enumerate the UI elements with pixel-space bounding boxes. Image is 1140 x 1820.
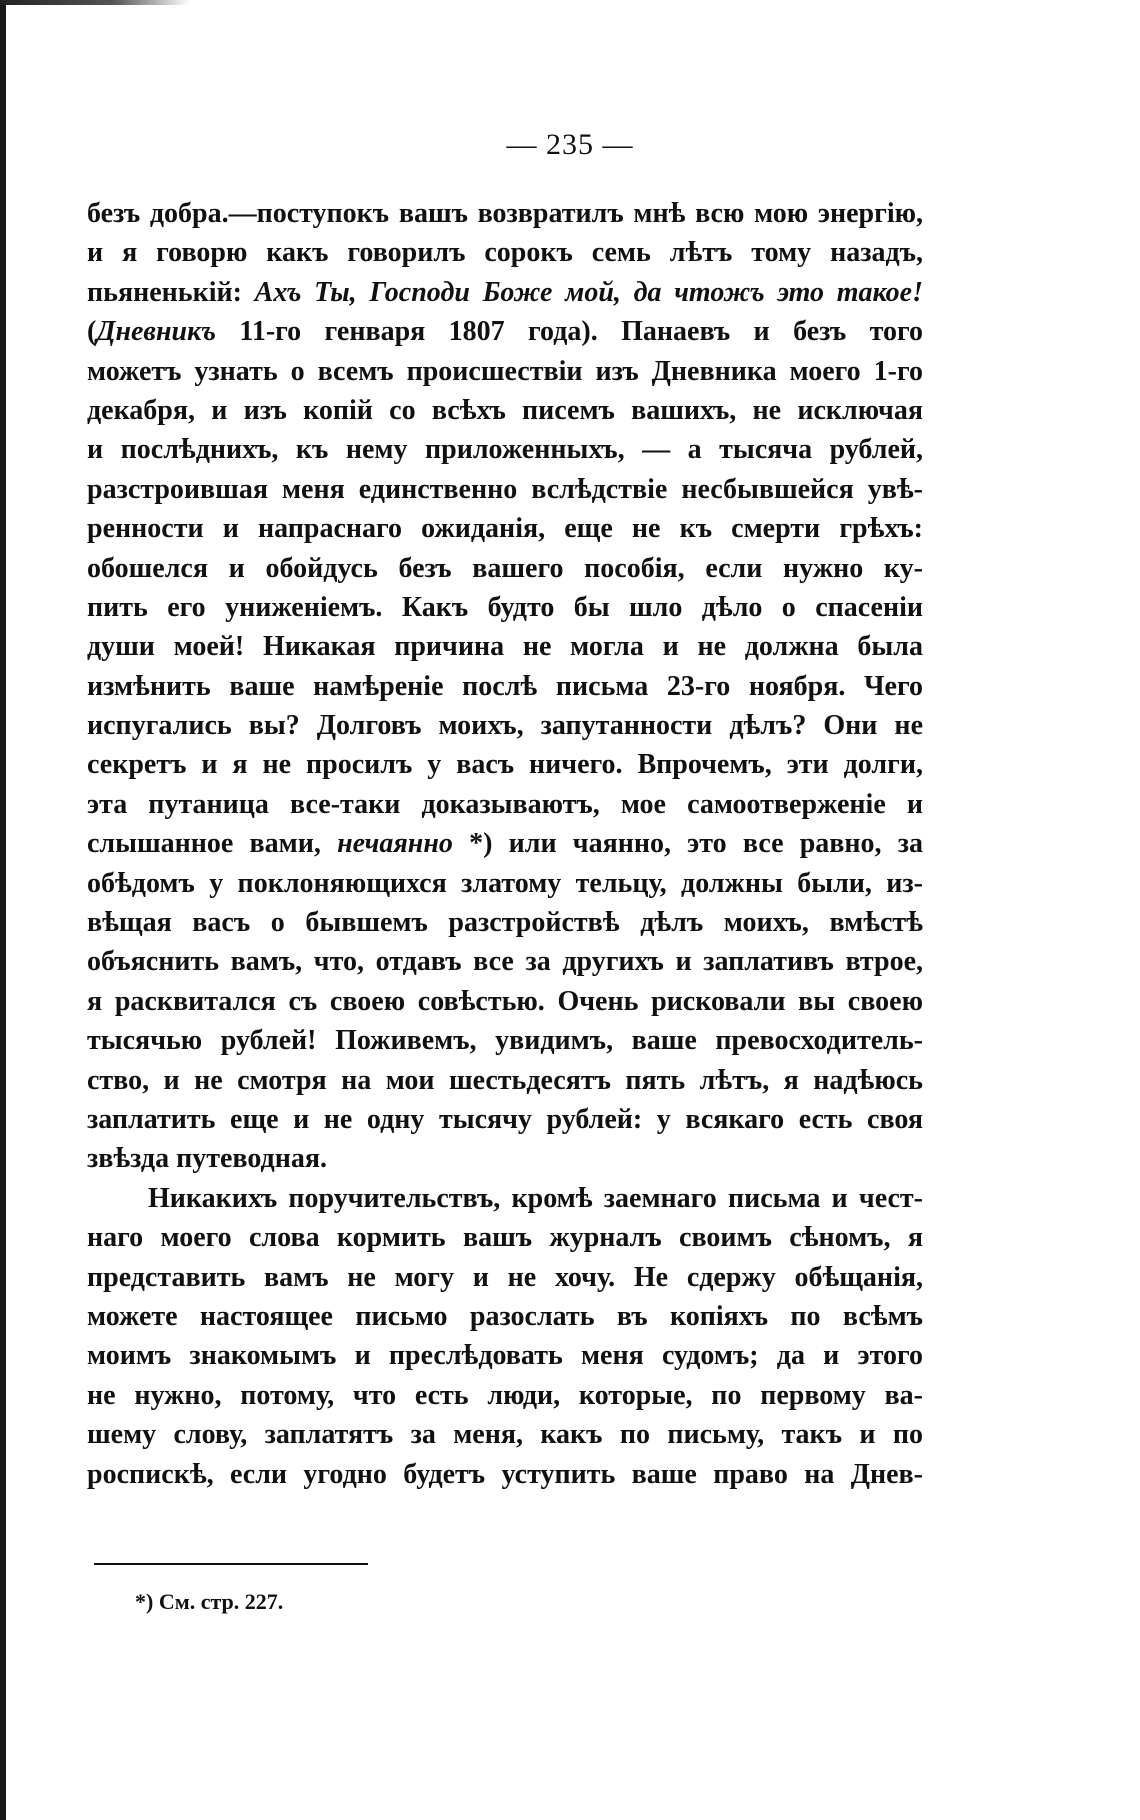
main-text [87, 194, 923, 1494]
italic-word: нечаянно [337, 828, 453, 860]
text-line: роспискѣ, если угодно будетъ уступить ваше право на Днев- [87, 1458, 923, 1490]
text-line: объяснить вамъ, что, отдавъ все за другихъ и заплативъ втрое, [87, 946, 923, 978]
text-line: испугались вы? Долговъ моихъ, запутанности дѣлъ? Они не [87, 710, 923, 742]
footnote: *) См. стр. 227. [135, 1589, 284, 1614]
text-line: я расквитался съ своею совѣстью. Очень рисковали вы своею [87, 985, 923, 1017]
text-line: разстроившая меня единственно вслѣдствіе несбывшейся увѣ- [87, 473, 923, 505]
text-line: безъ добра.—поступокъ вашъ возвратилъ мнѣ всю мою энергію, [87, 198, 923, 229]
text-line: пить его униженіемъ. Какъ будто бы шло дѣло о спасеніи [87, 591, 923, 623]
text-run: слышанное вами, [87, 828, 338, 860]
text-line [87, 824, 923, 863]
text-line: вѣщая васъ о бывшемъ разстройствѣ дѣлъ моихъ, вмѣстѣ [87, 907, 923, 939]
text-run: 11-го генваря 1807 года). Панаевъ и безъ того [216, 316, 923, 348]
text-line: не нужно, потому, что есть люди, которые, по первому ва- [87, 1379, 923, 1411]
text-line: ренности и напраснаго ожиданія, еще не къ смерти грѣхъ: [87, 513, 923, 545]
text-line: можетъ узнать о всемъ происшествіи изъ Дневника моего 1-го [87, 355, 923, 387]
text-line: ство, и не смотря на мои шестьдесятъ пять лѣтъ, я надѣюсь [87, 1064, 923, 1096]
text-line: измѣнить ваше намѣреніе послѣ письма 23-го ноября. Чего [87, 670, 923, 702]
text-line: и я говорю какъ говорилъ сорокъ семь лѣтъ тому назадъ, [87, 237, 923, 269]
text-run: ( [87, 316, 97, 348]
text-line: декабря, и изъ копій со всѣхъ писемъ вашихъ, не исключая [87, 394, 923, 426]
italic-quote: Ахъ Ты, Господи Боже мой, да чтожъ это такое! [254, 276, 923, 308]
text-line: секретъ и я не просилъ у васъ ничего. Впрочемъ, эти долги, [87, 749, 923, 781]
text-line: наго моего слова кормить вашъ журналъ своимъ сѣномъ, я [87, 1222, 923, 1254]
text-line: шему слову, заплатятъ за меня, какъ по письму, такъ и по [87, 1419, 923, 1451]
text-line: тысячью рублей! Поживемъ, увидимъ, ваше превосходитель- [87, 1025, 923, 1057]
page-left-edge-shadow [0, 0, 6, 1820]
text-line: моимъ знакомымъ и преслѣдовать меня судомъ; да и этого [87, 1340, 923, 1372]
text-line-paragraph-start: Никакихъ поручительствъ, кромѣ заемнаго письма и чест- [148, 1182, 923, 1214]
italic-reference: Дневникъ [96, 316, 216, 348]
text-line: эта путаница все-таки доказываютъ, мое самоотверженіе и [87, 788, 923, 820]
text-run: пьяненькій: [87, 276, 255, 308]
text-line: и послѣднихъ, къ нему приложенныхъ, — а тысяча рублей, [87, 434, 923, 466]
text-line: можете настоящее письмо разослать въ копіяхъ по всѣмъ [87, 1300, 923, 1332]
text-run: *) или чаянно, это все равно, за [452, 828, 923, 860]
text-line: обѣдомъ у поклоняющихся златому тельцу, должны были, из- [87, 867, 923, 899]
text-line: души моей! Никакая причина не могла и не должна была [87, 631, 923, 663]
page-top-smudge [0, 0, 190, 5]
text-line [87, 273, 923, 312]
footnote-separator [94, 1563, 368, 1565]
text-line [87, 312, 923, 351]
text-line: заплатить еще и не одну тысячу рублей: у всякаго есть своя [87, 1103, 923, 1135]
text-line: представить вамъ не могу и не хочу. Не сдержу обѣщанія, [87, 1261, 923, 1293]
page-number: — 235 — [506, 128, 634, 161]
text-line: обошелся и обойдусь безъ вашего пособія, если нужно ку- [87, 552, 923, 584]
text-line-paragraph-end: звѣзда путеводная. [87, 1143, 327, 1175]
